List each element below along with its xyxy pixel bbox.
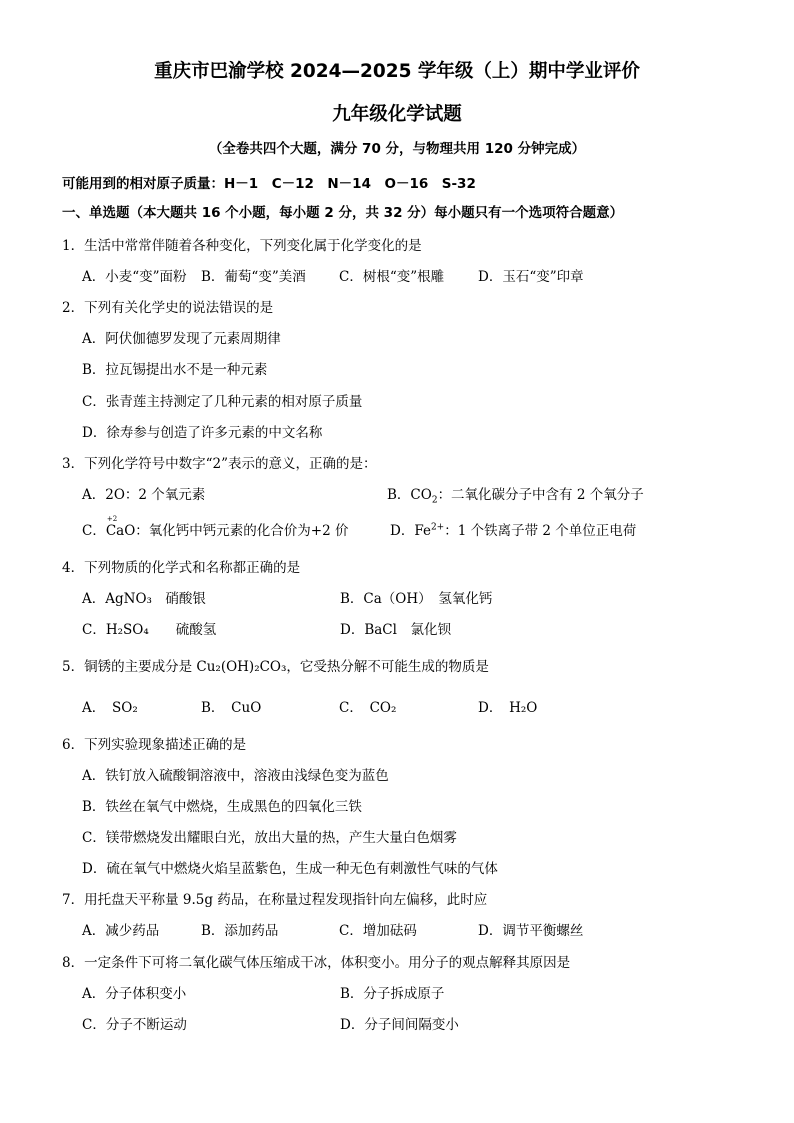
question-1-option-b: B．葡萄“变”美酒 [201, 269, 306, 285]
question-4-option-d: D．BaCl 氯化钡 [340, 622, 451, 638]
question-2-option-b: B．拉瓦锡提出水不是一种元素 [82, 362, 268, 378]
question-5-option-b: B． CuO [201, 700, 262, 716]
question-4-option-c: C．H₂SO₄ 硫酸氢 [82, 622, 217, 638]
question-5-option-d: D． H₂O [478, 700, 538, 716]
question-8-option-d: D．分子间间隔变小 [340, 1017, 459, 1033]
question-1-stem: 1．生活中常常伴随着各种变化，下列变化属于化学变化的是 [62, 238, 422, 254]
question-1-option-d: D．玉石“变”印章 [478, 269, 584, 285]
question-6-option-c: C．镁带燃烧发出耀眼白光，放出大量的热，产生大量白色烟雾 [82, 830, 457, 846]
question-4-stem: 4．下列物质的化学式和名称都正确的是 [62, 560, 301, 576]
question-8-option-c: C．分子不断运动 [82, 1017, 187, 1033]
question-7-option-d: D．调节平衡螺丝 [478, 923, 584, 939]
question-1-option-c: C．树根“变”根雕 [339, 269, 445, 285]
question-5-option-a: A． SO₂ [82, 700, 138, 716]
exam-subtitle: 九年级化学试题 [332, 104, 462, 125]
question-6-stem: 6．下列实验现象描述正确的是 [62, 737, 247, 753]
question-6-option-b: B．铁丝在氧气中燃烧，生成黑色的四氧化三铁 [82, 799, 362, 815]
question-5-option-c: C． CO₂ [339, 700, 397, 716]
question-7-option-b: B．添加药品 [201, 923, 279, 939]
question-8-option-a: A．分子体积变小 [82, 986, 187, 1002]
question-3-option-a: A．2O：2 个氧元素 [82, 487, 206, 503]
question-3-option-c: C． +2 CaO：氧化钙中钙元素的化合价为+2 价 [82, 515, 349, 539]
question-8-stem: 8．一定条件下可将二氧化碳气体压缩成干冰，体积变小。用分子的观点解释其原因是 [62, 955, 571, 971]
question-8-option-b: B．分子拆成原子 [340, 986, 445, 1002]
question-3-option-d: D．$Fe^{2+}$：1 个铁离子带 2 个单位正电荷 [390, 522, 637, 539]
question-3-option-b: B．$CO_2$：二氧化碳分子中含有 2 个氧分子 [387, 487, 644, 506]
section-heading: 一、单选题（本大题共 16 个小题，每小题 2 分，共 32 分）每小题只有一个选项符合题意） [62, 205, 624, 221]
question-2-option-d: D．徐寿参与创造了许多元素的中文名称 [82, 425, 323, 441]
question-7-option-c: C．增加砝码 [339, 923, 417, 939]
question-2-stem: 2．下列有关化学史的说法错误的是 [62, 300, 274, 316]
exam-note: （全卷共四个大题，满分 70 分，与物理共用 120 分钟完成） [208, 141, 586, 157]
question-7-stem: 7．用托盘天平称量 9.5g 药品，在称量过程发现指针向左偏移，此时应 [62, 892, 488, 908]
question-3-stem: 3．下列化学符号中数字“2”表示的意义，正确的是： [62, 456, 377, 472]
question-2-option-a: A．阿伏伽德罗发现了元素周期律 [82, 331, 281, 347]
exam-title: 重庆市巴渝学校 2024—2025 学年级（上）期中学业评价 [154, 61, 640, 82]
question-7-option-a: A．减少药品 [82, 923, 160, 939]
question-6-option-d: D．硫在氧气中燃烧火焰呈蓝紫色，生成一种无色有刺激性气味的气体 [82, 861, 498, 877]
question-6-option-a: A．铁钉放入硫酸铜溶液中，溶液由浅绿色变为蓝色 [82, 768, 389, 784]
question-4-option-a: A．AgNO₃ 硝酸银 [82, 591, 206, 607]
question-5-stem: 5．铜锈的主要成分是 Cu₂(OH)₂CO₃，它受热分解不可能生成的物质是 [62, 659, 489, 675]
question-4-option-b: B．Ca（OH） 氢氧化钙 [340, 591, 493, 607]
atomic-masses: 可能用到的相对原子质量：H－1 C－12 N－14 O－16 S-32 [62, 176, 476, 192]
question-1-option-a: A．小麦“变”面粉 [82, 269, 187, 285]
question-2-option-c: C．张青莲主持测定了几种元素的相对原子质量 [82, 394, 363, 410]
